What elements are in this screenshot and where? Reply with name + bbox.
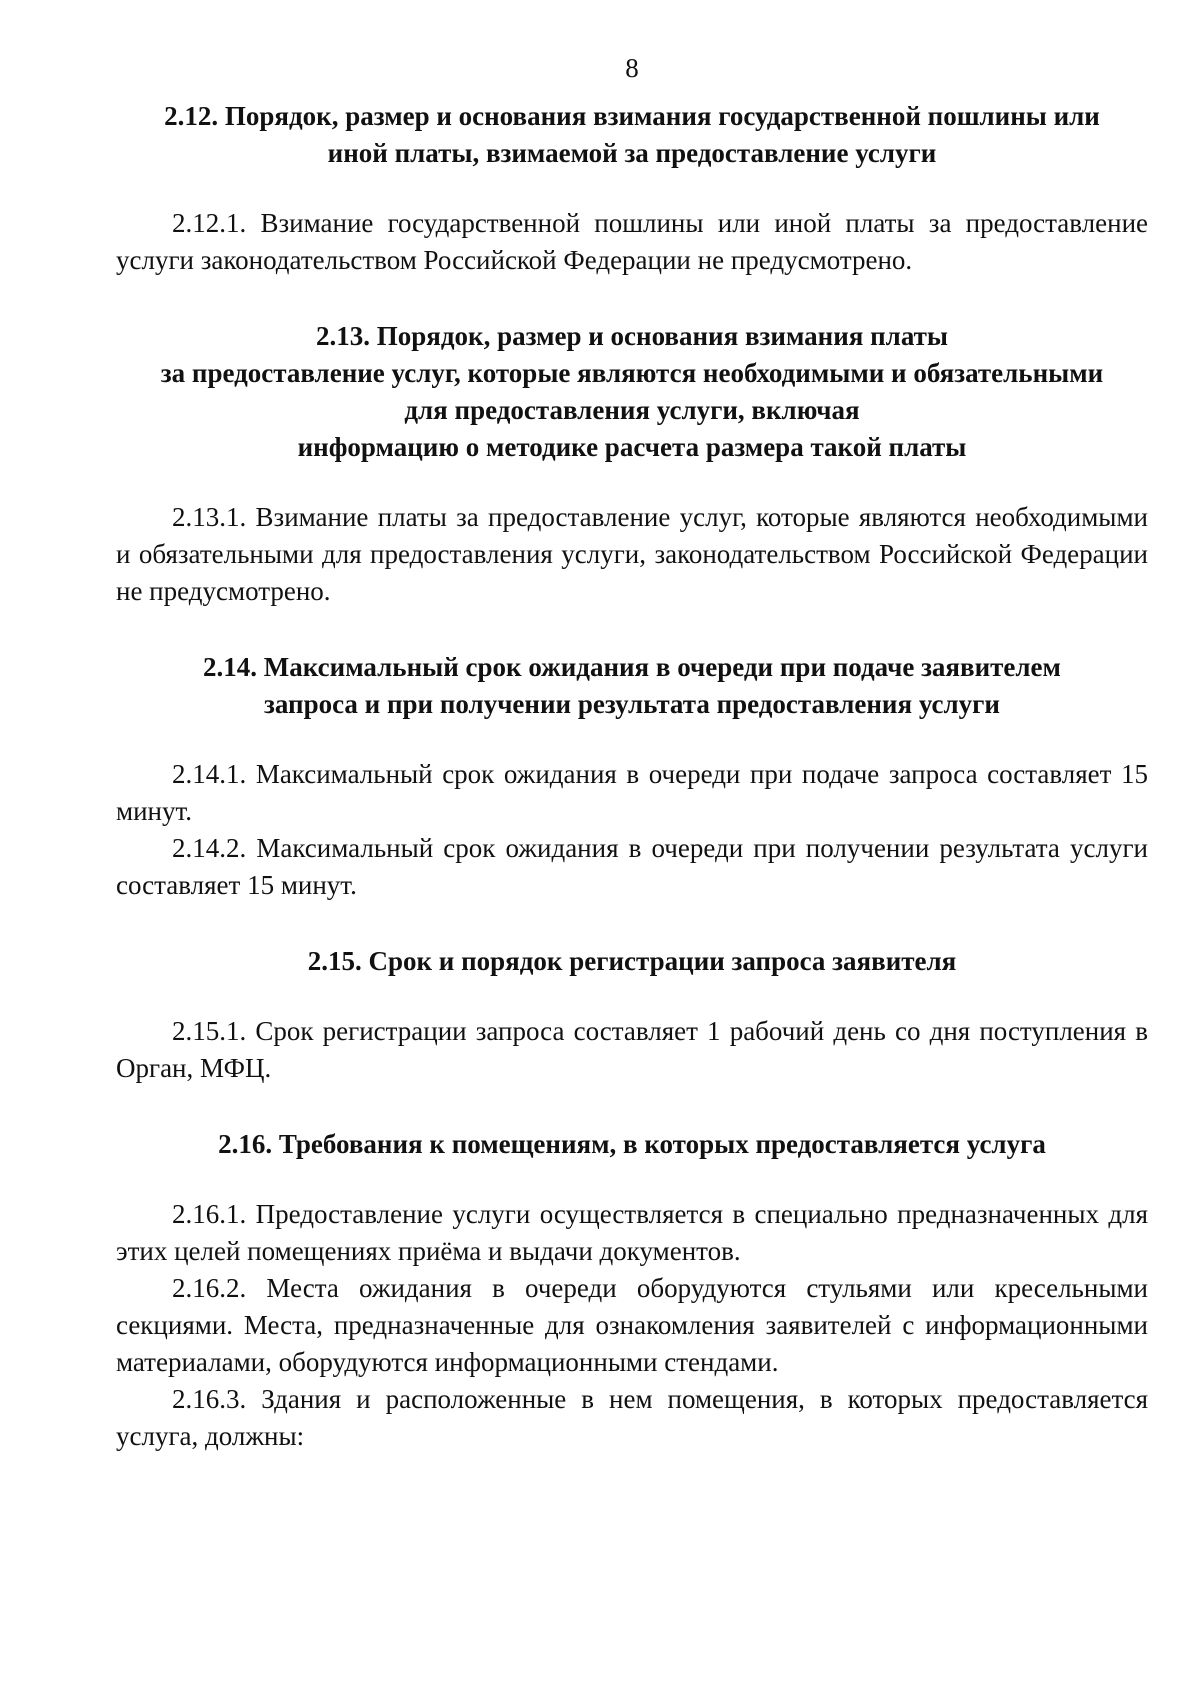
paragraph-2-16-3: 2.16.3. Здания и расположенные в нем помещения, в которых предоставляется услуга, должны: <box>116 1384 1148 1451</box>
paragraph-2-15-1: 2.15.1. Срок регистрации запроса составляет 1 рабочий день со дня поступления в Орган, МФЦ. <box>116 1016 1148 1083</box>
paragraph-2-14-1: 2.14.1. Максимальный срок ожидания в очереди при подаче запроса составляет 15 минут. <box>116 759 1148 826</box>
heading-line: за предоставление услуг, которые являются необходимыми и обязательными <box>160 358 1104 388</box>
page-number: 8 <box>625 53 639 83</box>
paragraph-2-12-1: 2.12.1. Взимание государственной пошлины или иной платы за предоставление услуги законодательством Российской Федерации не предусмотрено. <box>116 208 1148 275</box>
heading-line: 2.15. Срок и порядок регистрации запроса заявителя <box>307 946 957 976</box>
heading-line: запроса и при получении результата предоставления услуги <box>264 689 1000 719</box>
section-heading-2-16 <box>116 1126 1148 1163</box>
paragraph-2-13-1: 2.13.1. Взимание платы за предоставление услуг, которые являются необходимыми и обязательными для предоставления услуги, законодательством Российской Федерации не предусмотрено. <box>116 502 1148 606</box>
section-heading-2-14 <box>116 649 1148 723</box>
document-page <box>116 52 1148 1455</box>
heading-line: 2.12. Порядок, размер и основания взимания государственной пошлины или <box>164 101 1100 131</box>
heading-line: 2.16. Требования к помещениям, в которых предоставляется услуга <box>218 1129 1046 1159</box>
heading-line: для предоставления услуги, включая <box>404 395 860 425</box>
heading-line: информацию о методике расчета размера такой платы <box>297 432 967 462</box>
paragraph-2-14-2: 2.14.2. Максимальный срок ожидания в очереди при получении результата услуги составляет 15 минут. <box>116 833 1148 900</box>
section-heading-2-12 <box>116 98 1148 172</box>
heading-line: иной платы, взимаемой за предоставление услуги <box>327 138 937 168</box>
section-heading-2-15 <box>116 943 1148 980</box>
heading-line: 2.13. Порядок, размер и основания взимания платы <box>316 321 948 351</box>
paragraph-2-16-2: 2.16.2. Места ожидания в очереди оборудуются стульями или кресельными секциями. Места, предназначенные для ознакомления заявителей с информационными материалами, оборудуются информационными стендами. <box>116 1273 1148 1377</box>
section-heading-2-13 <box>116 318 1148 466</box>
paragraph-2-16-1: 2.16.1. Предоставление услуги осуществляется в специально предназначенных для этих целей помещениях приёма и выдачи документов. <box>116 1199 1148 1266</box>
heading-line: 2.14. Максимальный срок ожидания в очереди при подаче заявителем <box>203 652 1061 682</box>
